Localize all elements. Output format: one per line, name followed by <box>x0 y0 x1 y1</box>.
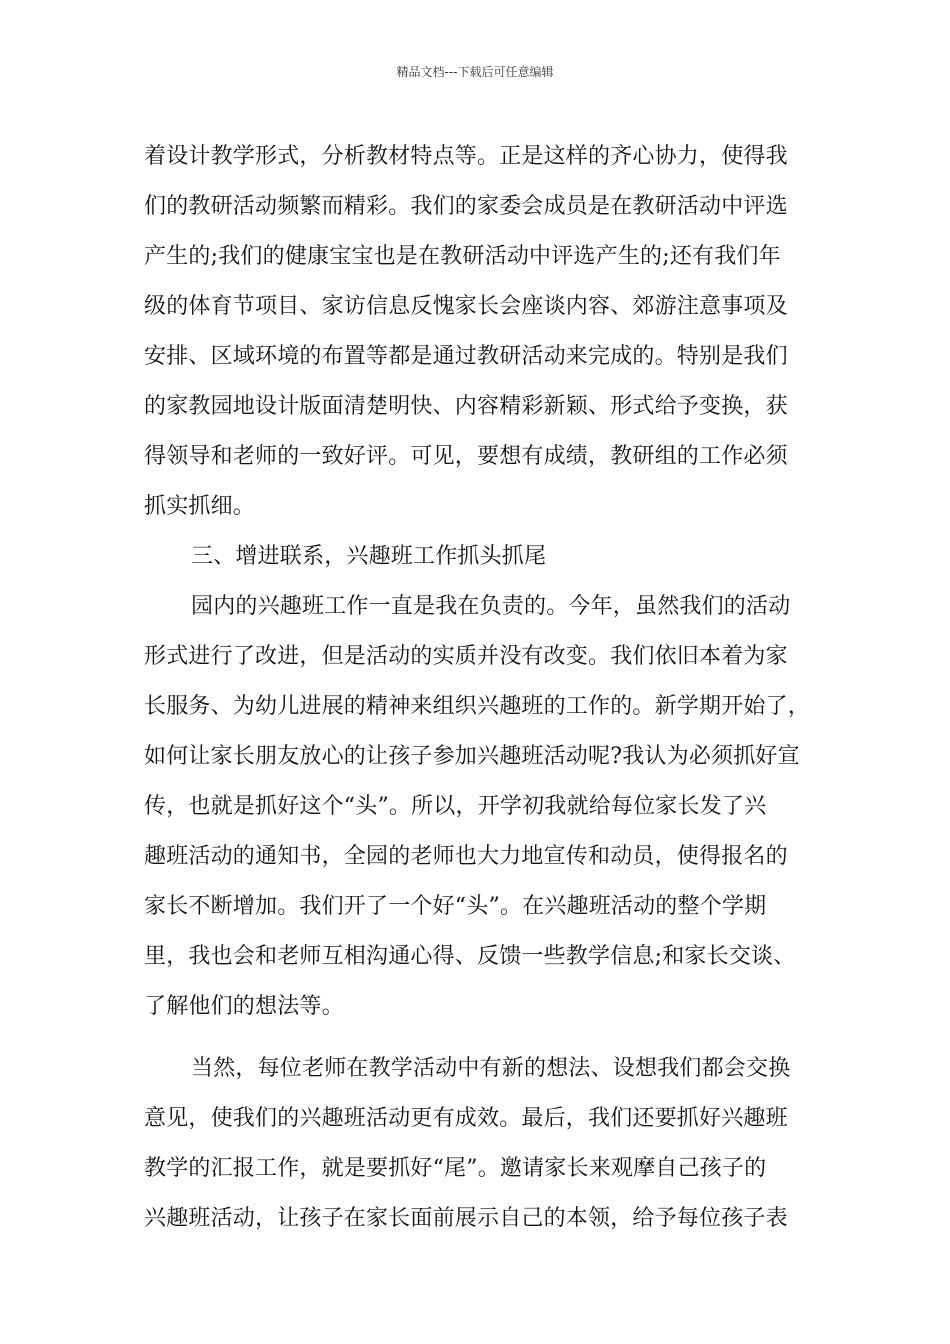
text-line: 的家教园地设计版面清楚明快、内容精彩新颖、形式给予变换，获 <box>144 394 788 419</box>
text-line: 如何让家长朋友放心的让孩子参加兴趣班活动呢?我认为必须抓好宣 <box>144 744 800 769</box>
text-line: 长服务、为幼儿进展的精神来组织兴趣班的工作的。新学期开始了， <box>144 694 811 719</box>
text-line: 传，也就是抓好这个“头”。所以，开学初我就给每位家长发了兴 <box>144 794 767 819</box>
paragraph-gap <box>144 1032 824 1044</box>
page-header: 精品文档---下载后可任意编辑 <box>396 65 554 79</box>
heading-line: 三、增进联系，兴趣班工作抓头抓尾 <box>191 544 547 569</box>
text-line: 们的教研活动频繁而精彩。我们的家委会成员是在教研活动中评选 <box>144 194 788 219</box>
text-line: 家长不断增加。我们开了一个好“头”。在兴趣班活动的整个学期 <box>144 894 767 919</box>
text-line: 着设计教学形式，分析教材特点等。正是这样的齐心协力，使得我 <box>144 144 788 169</box>
text-line: 园内的兴趣班工作一直是我在负责的。今年，虽然我们的活动 <box>191 594 791 619</box>
document-body <box>144 132 824 1244</box>
text-line: 产生的;我们的健康宝宝也是在教研活动中评选产生的;还有我们年 <box>144 244 781 269</box>
text-line: 意见，使我们的兴趣班活动更有成效。最后，我们还要抓好兴趣班 <box>144 1106 788 1131</box>
text-line: 了解他们的想法等。 <box>144 994 344 1019</box>
text-line: 里，我也会和老师互相沟通心得、反馈一些教学信息;和家长交谈、 <box>144 944 796 969</box>
text-line: 抓实抓细。 <box>144 494 256 519</box>
text-line: 兴趣班活动，让孩子在家长面前展示自己的本领，给予每位孩子表 <box>144 1206 788 1231</box>
text-line: 安排、区域环境的布置等都是通过教研活动来完成的。特别是我们 <box>144 344 788 369</box>
paragraph <box>144 582 824 1032</box>
text-line: 形式进行了改进，但是活动的实质并没有改变。我们依旧本着为家 <box>144 644 788 669</box>
text-line: 教学的汇报工作，就是要抓好“尾”。邀请家长来观摩自己孩子的 <box>144 1156 767 1181</box>
section-heading <box>144 532 824 582</box>
text-line: 得领导和老师的一致好评。可见，要想有成绩，教研组的工作必须 <box>144 444 788 469</box>
text-line: 当然，每位老师在教学活动中有新的想法、设想我们都会交换 <box>191 1056 791 1081</box>
text-line: 级的体育节项目、家访信息反愧家长会座谈内容、郊游注意事项及 <box>144 294 788 319</box>
paragraph <box>144 1044 824 1244</box>
text-line: 趣班活动的通知书，全园的老师也大力地宣传和动员，使得报名的 <box>144 844 788 869</box>
paragraph <box>144 132 824 532</box>
